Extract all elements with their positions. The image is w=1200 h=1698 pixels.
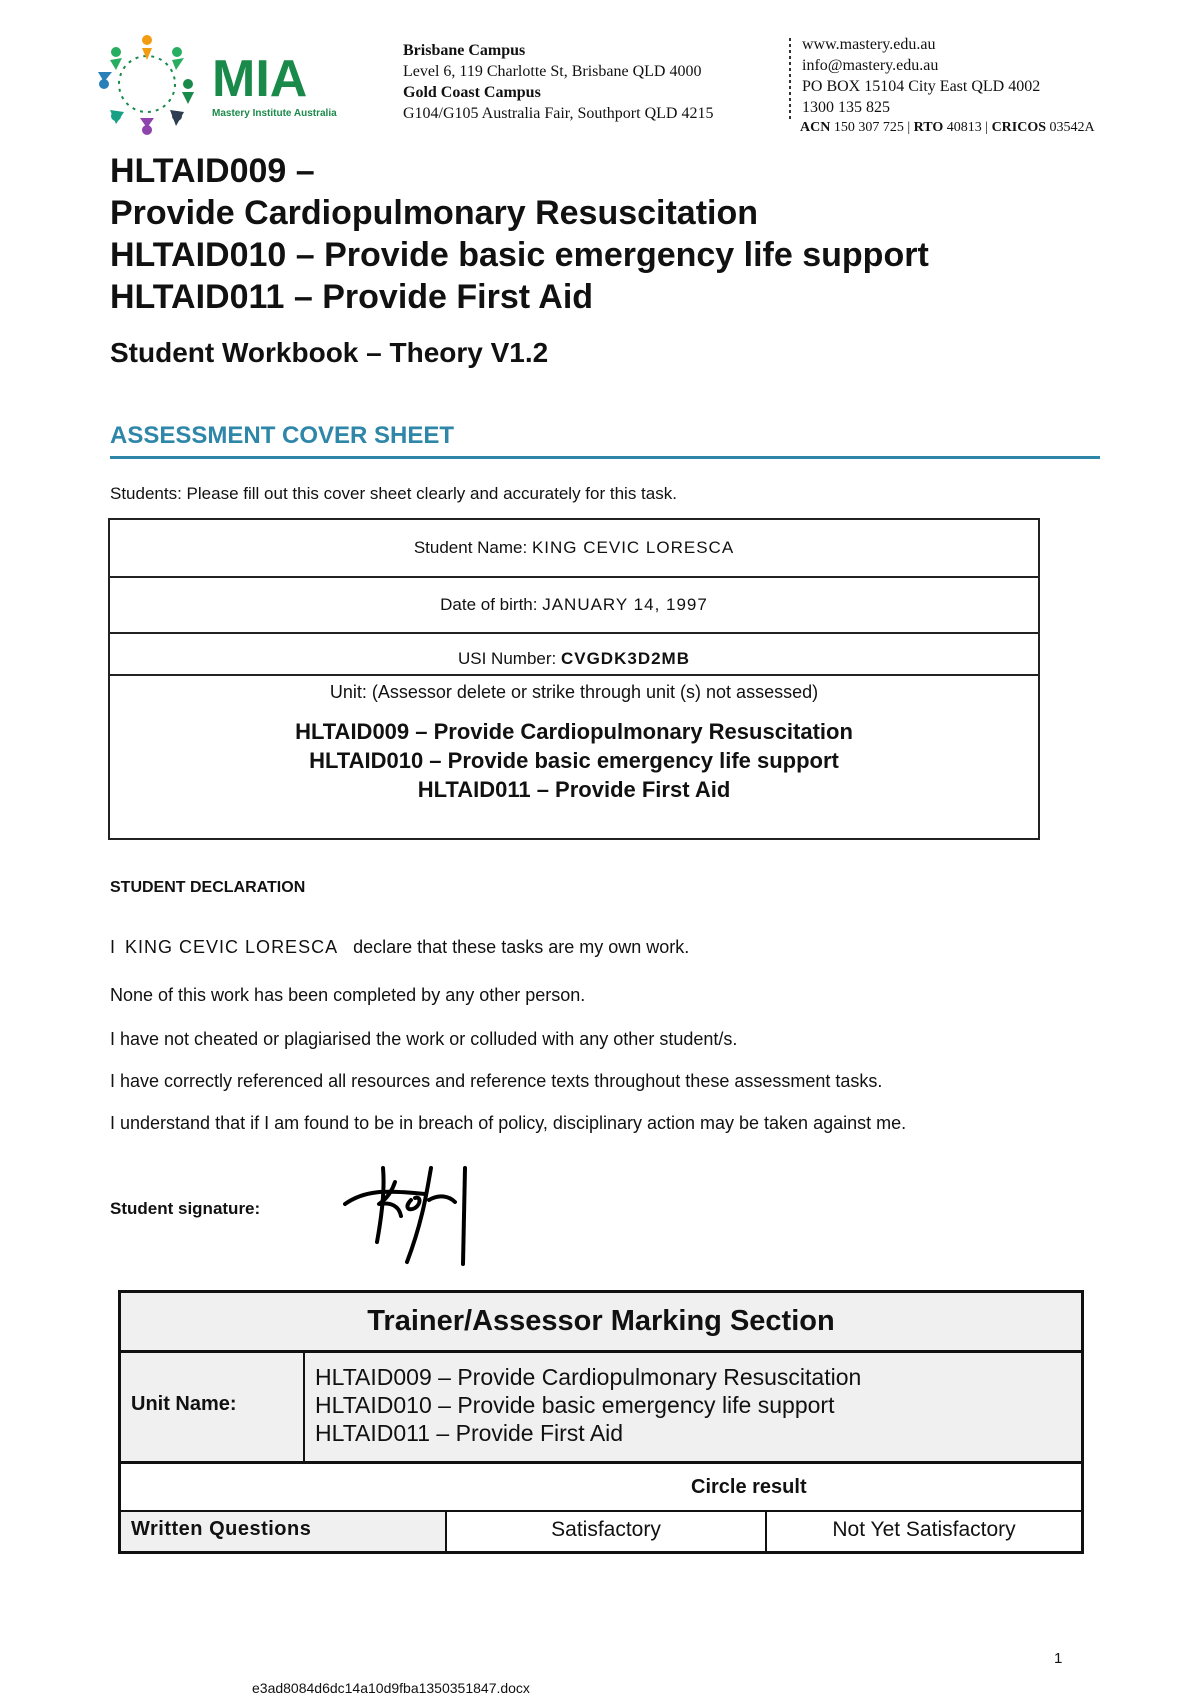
unit-item: HLTAID009 – Provide Cardiopulmonary Resuscitation xyxy=(295,719,853,744)
registration-numbers: ACN 150 307 725 | RTO 40813 | CRICOS 03542A xyxy=(800,120,1095,135)
brisbane-campus-address: Level 6, 119 Charlotte St, Brisbane QLD 4000 xyxy=(403,63,702,80)
circle-result-label: Circle result xyxy=(691,1476,807,1498)
website-link[interactable]: www.mastery.edu.au xyxy=(802,36,936,53)
student-signature xyxy=(335,1160,495,1270)
unit-item: HLTAID010 – Provide basic emergency life support xyxy=(309,748,839,773)
declaration-line: I have not cheated or plagiarised the work or colluded with any other student/s. xyxy=(110,1029,738,1049)
declaration-heading: STUDENT DECLARATION xyxy=(110,879,306,896)
unit-name-item: HLTAID009 – Provide Cardiopulmonary Resuscitation xyxy=(315,1364,862,1390)
student-name-label: Student Name: xyxy=(413,538,528,557)
email-link[interactable]: info@mastery.edu.au xyxy=(802,57,939,74)
declaration-student-name[interactable]: KING CEVIC LORESCA xyxy=(125,937,339,957)
dotted-separator xyxy=(789,38,791,122)
unit-item: HLTAID011 – Provide First Aid xyxy=(417,777,731,802)
document-title xyxy=(110,150,929,318)
declaration-line: I have correctly referenced all resources and reference texts throughout these assessment tasks. xyxy=(110,1071,883,1091)
document-subtitle: Student Workbook – Theory V1.2 xyxy=(110,337,549,368)
circle-result-row xyxy=(121,1464,1081,1512)
logo-subtext: Mastery Institute Australia xyxy=(212,108,337,119)
section-divider xyxy=(110,456,1100,459)
goldcoast-campus-label: Gold Coast Campus xyxy=(403,84,541,101)
unit-label: Unit: (Assessor delete or strike through unit (s) not assessed) xyxy=(329,682,819,702)
phone-number: 1300 135 825 xyxy=(802,99,890,116)
campus-addresses xyxy=(403,40,713,124)
brisbane-campus-label: Brisbane Campus xyxy=(403,42,526,59)
usi-label: USI Number: xyxy=(457,649,557,668)
title-line-1: HLTAID009 – xyxy=(110,152,315,190)
usi-row xyxy=(110,634,1038,676)
instruction-text: Students: Please fill out this cover sheet clearly and accurately for this task. xyxy=(110,484,677,503)
unit-name-list xyxy=(305,1353,1081,1464)
declaration-line: I understand that if I am found to be in breach of policy, disciplinary action may be taken against me. xyxy=(110,1113,907,1133)
contact-block xyxy=(802,34,1102,118)
written-questions-label: Written Questions xyxy=(121,1512,447,1551)
satisfactory-option[interactable]: Satisfactory xyxy=(447,1512,767,1551)
unit-name-item: HLTAID011 – Provide First Aid xyxy=(315,1420,624,1446)
signature-label: Student signature: xyxy=(110,1199,261,1218)
usi-field[interactable]: CVGDK3D2MB xyxy=(560,649,690,668)
mia-logo xyxy=(92,30,352,142)
file-name: e3ad8084d6dc14a10d9fba1350351847.docx xyxy=(252,1680,530,1696)
cover-sheet-table xyxy=(108,518,1040,840)
marking-title: Trainer/Assessor Marking Section xyxy=(121,1293,1081,1353)
unit-list xyxy=(110,717,1038,804)
dob-field[interactable]: JANUARY 14, 1997 xyxy=(542,595,708,614)
title-line-4: HLTAID011 – Provide First Aid xyxy=(110,278,594,316)
marking-table xyxy=(118,1290,1084,1554)
page-number: 1 xyxy=(1054,1650,1063,1667)
dob-row xyxy=(110,578,1038,634)
dob-label: Date of birth: xyxy=(440,595,538,614)
student-name-row xyxy=(110,520,1038,578)
title-line-3: HLTAID010 – Provide basic emergency life support xyxy=(110,236,929,274)
student-name-field[interactable]: KING CEVIC LORESCA xyxy=(531,538,735,557)
unit-row xyxy=(110,676,1038,804)
not-yet-satisfactory-option[interactable]: Not Yet Satisfactory xyxy=(832,1518,1016,1541)
section-heading: ASSESSMENT COVER SHEET xyxy=(110,422,455,449)
unit-name-item: HLTAID010 – Provide basic emergency life support xyxy=(315,1392,835,1418)
po-box-address: PO BOX 15104 City East QLD 4002 xyxy=(802,78,1041,95)
declaration-line: None of this work has been completed by any other person. xyxy=(110,985,586,1005)
logo-text: MIA xyxy=(212,50,308,108)
title-line-2: Provide Cardiopulmonary Resuscitation xyxy=(110,194,759,232)
logo-people-ring-icon xyxy=(98,35,194,135)
unit-name-label: Unit Name: xyxy=(121,1353,305,1464)
goldcoast-campus-address: G104/G105 Australia Fair, Southport QLD 4215 xyxy=(403,105,714,122)
declaration-intro: I KING CEVIC LORESCA declare that these tasks are my own work. xyxy=(110,937,690,957)
